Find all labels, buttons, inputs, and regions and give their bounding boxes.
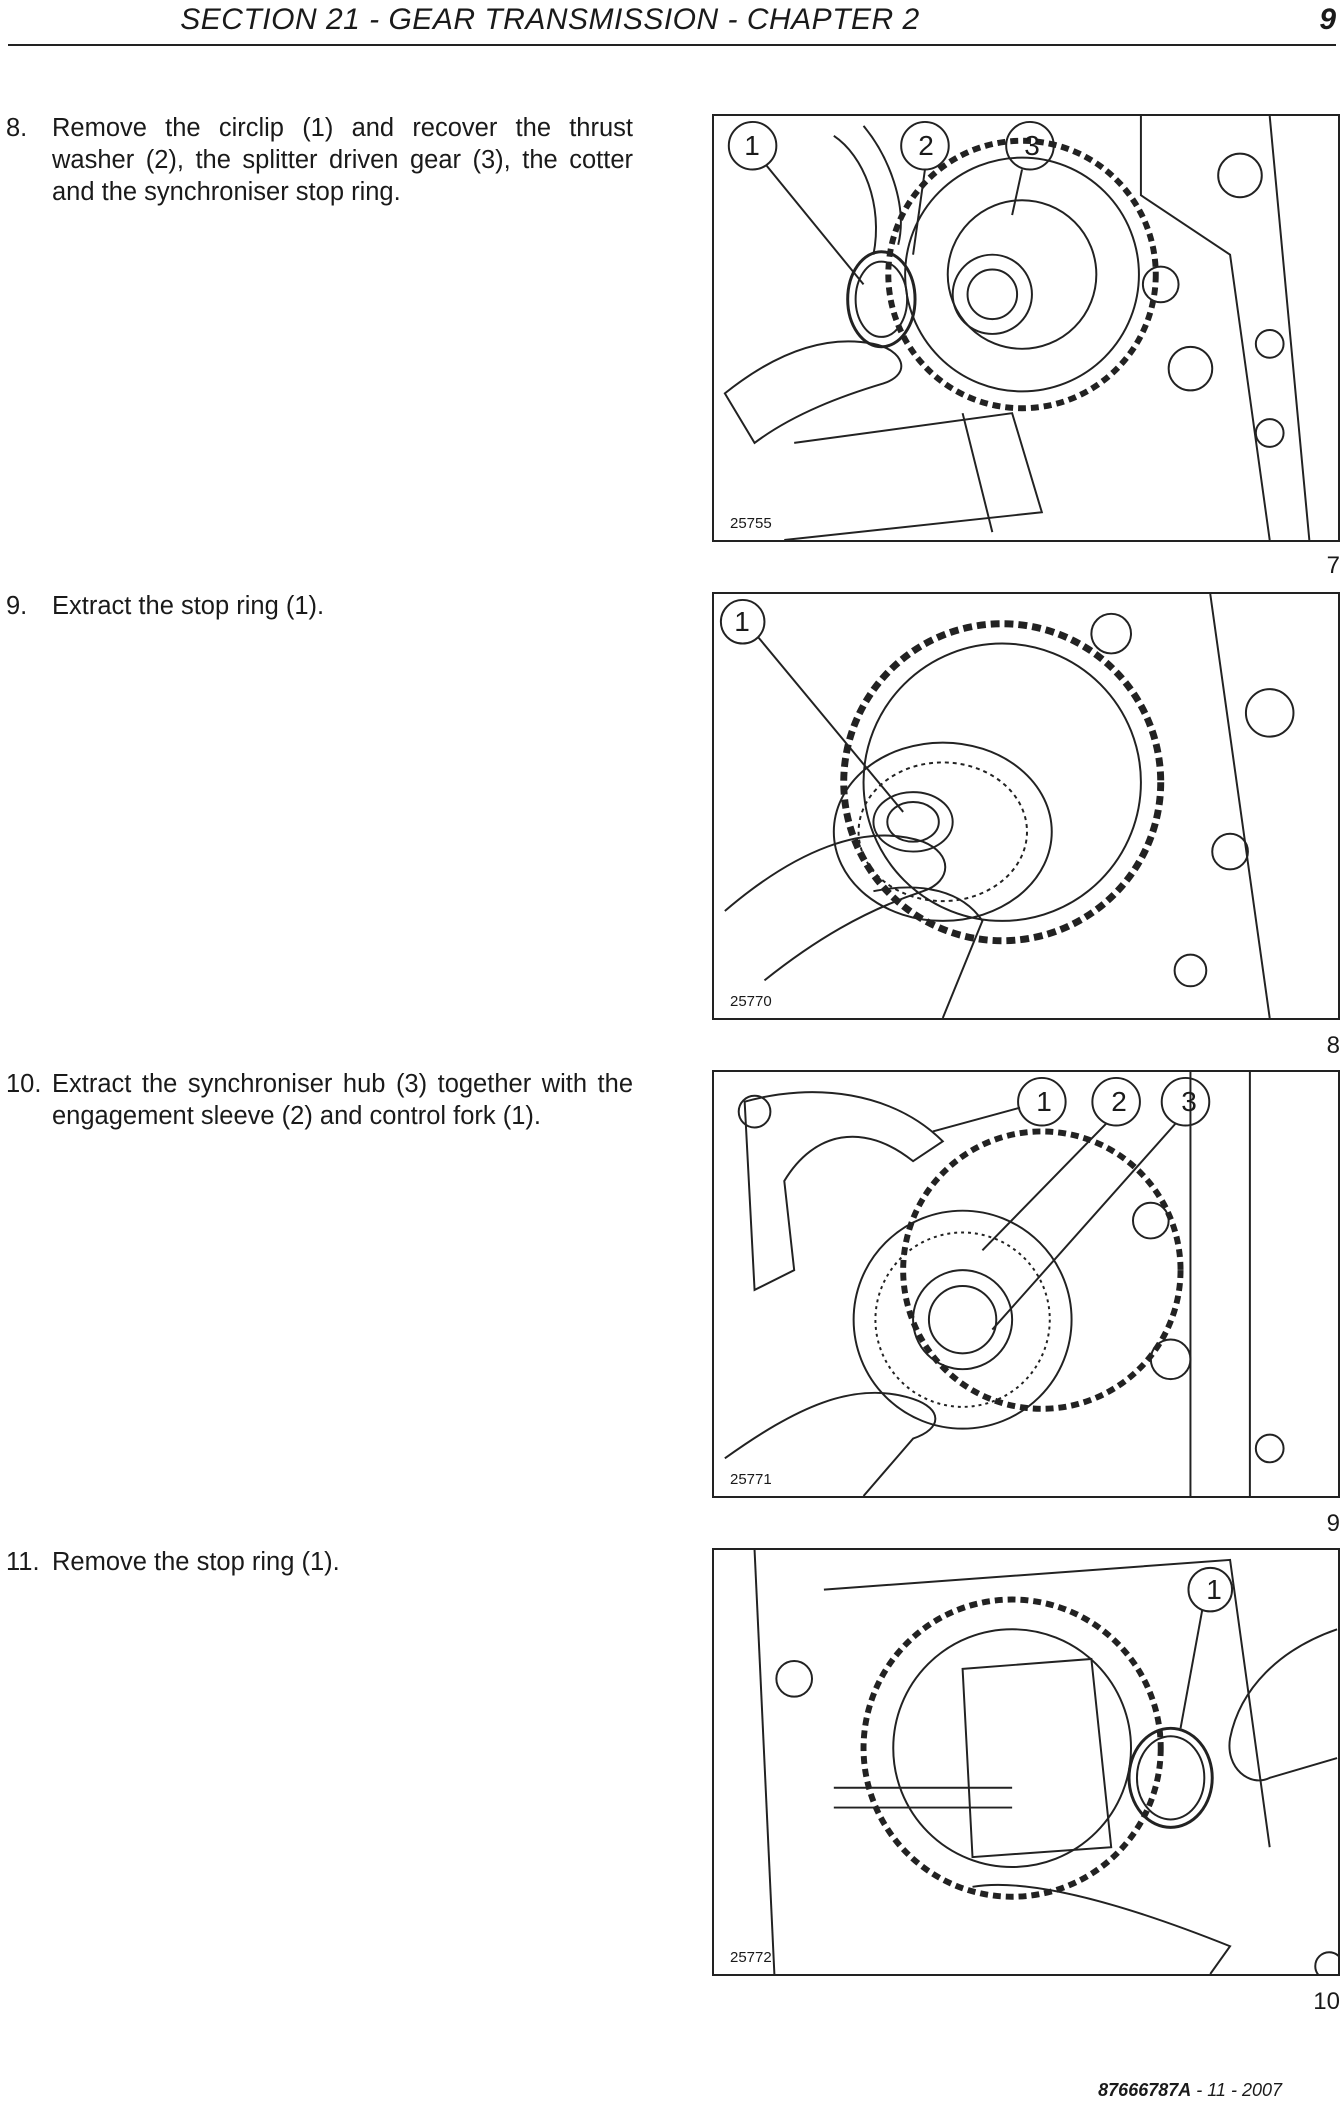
step-number: 10.	[6, 1070, 42, 1098]
section-title: SECTION 21 - GEAR TRANSMISSION - CHAPTER 2	[180, 3, 920, 36]
page-header	[0, 0, 1344, 46]
step-number: 9.	[6, 592, 28, 620]
step-number: 11.	[6, 1548, 40, 1576]
figure-number-7: 7	[1326, 552, 1340, 579]
figure-7-illustration	[712, 114, 1340, 542]
figure-number-10: 10	[1313, 1988, 1340, 2015]
callout-1: 1	[1036, 1086, 1052, 1117]
callout-1: 1	[744, 130, 760, 161]
figure-number-9: 9	[1326, 1510, 1340, 1537]
gear-circlip-drawing	[714, 116, 1338, 540]
stop-ring-removal-drawing	[714, 1550, 1338, 1974]
figure-9-illustration	[712, 1070, 1340, 1498]
figure-8-illustration	[712, 592, 1340, 1020]
callout-1: 1	[734, 606, 750, 637]
figure-code: 25755	[730, 515, 772, 532]
header-divider	[8, 44, 1336, 46]
figure-code: 25772	[730, 1949, 772, 1966]
callout-3: 3	[1024, 130, 1040, 161]
callout-2: 2	[918, 130, 934, 161]
figure-code: 25771	[730, 1471, 772, 1488]
callout-3: 3	[1181, 1086, 1197, 1117]
step-11	[0, 1546, 645, 1586]
document-code: 87666787A	[1098, 2080, 1192, 2100]
step-text: Remove the stop ring (1).	[52, 1548, 340, 1576]
synchroniser-hub-drawing	[714, 1072, 1338, 1496]
step-text: Extract the stop ring (1).	[52, 592, 325, 620]
figure-number-8: 8	[1326, 1032, 1340, 1059]
step-number: 8.	[6, 114, 28, 142]
step-8	[0, 112, 645, 212]
figure-10-illustration	[712, 1548, 1340, 1976]
figure-code: 25770	[730, 993, 772, 1010]
callout-2: 2	[1111, 1086, 1127, 1117]
step-10	[0, 1068, 645, 1138]
document-date: - 11 - 2007	[1196, 2080, 1282, 2100]
page-number: 9	[1319, 3, 1336, 36]
stop-ring-extraction-drawing	[714, 594, 1338, 1018]
document-footer	[1098, 2080, 1282, 2101]
callout-1: 1	[1206, 1574, 1222, 1605]
step-9	[0, 590, 645, 630]
step-text: Remove the circlip (1) and recover the thrust washer (2), the splitter driven gear (3), the cotter and the synchroniser stop ring.	[52, 114, 633, 206]
step-text: Extract the synchroniser hub (3) together with the engagement sleeve (2) and control fork (1).	[52, 1070, 633, 1130]
